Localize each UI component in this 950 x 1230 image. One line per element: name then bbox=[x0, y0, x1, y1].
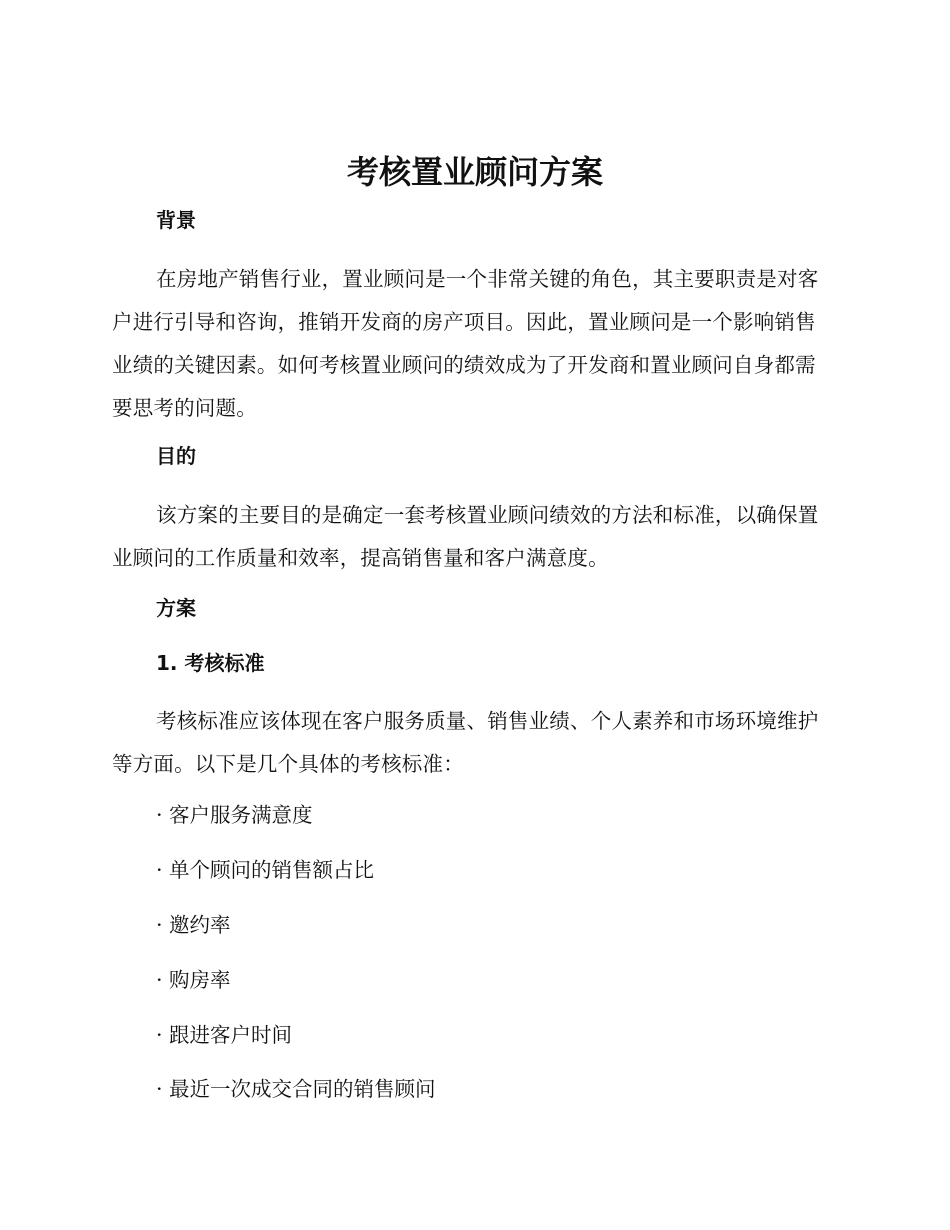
section-heading-plan: 方案 bbox=[156, 596, 196, 620]
criteria-list-item: · 邀约率 bbox=[156, 913, 231, 937]
section-heading-background: 背景 bbox=[156, 208, 196, 232]
background-paragraph: 在房地产销售行业，置业顾问是一个非常关键的角色，其主要职责是对客户进行引导和咨询，推销开发商的房产项目。因此，置业顾问是一个影响销售业绩的关键因素。如何考核置业顾问的绩效成为了开发商和置业顾问自身都需要思考的问题。 bbox=[112, 267, 819, 420]
purpose-paragraph: 该方案的主要目的是确定一套考核置业顾问绩效的方法和标准，以确保置业顾问的工作质量和效率，提高销售量和客户满意度。 bbox=[112, 503, 819, 570]
criteria-paragraph: 考核标准应该体现在客户服务质量、销售业绩、个人素养和市场环境维护等方面。以下是几个具体的考核标准： bbox=[112, 709, 819, 776]
criteria-list-item: · 跟进客户时间 bbox=[156, 1023, 293, 1047]
document-title: 考核置业顾问方案 bbox=[346, 153, 603, 191]
criteria-list-item: · 最近一次成交合同的销售顾问 bbox=[156, 1077, 436, 1101]
criteria-list-item: · 购房率 bbox=[156, 968, 231, 992]
criteria-list-item: · 单个顾问的销售额占比 bbox=[156, 858, 375, 882]
section-heading-purpose: 目的 bbox=[156, 444, 196, 468]
subheading-criteria: 1. 考核标准 bbox=[156, 651, 265, 675]
criteria-list-item: · 客户服务满意度 bbox=[156, 803, 313, 827]
